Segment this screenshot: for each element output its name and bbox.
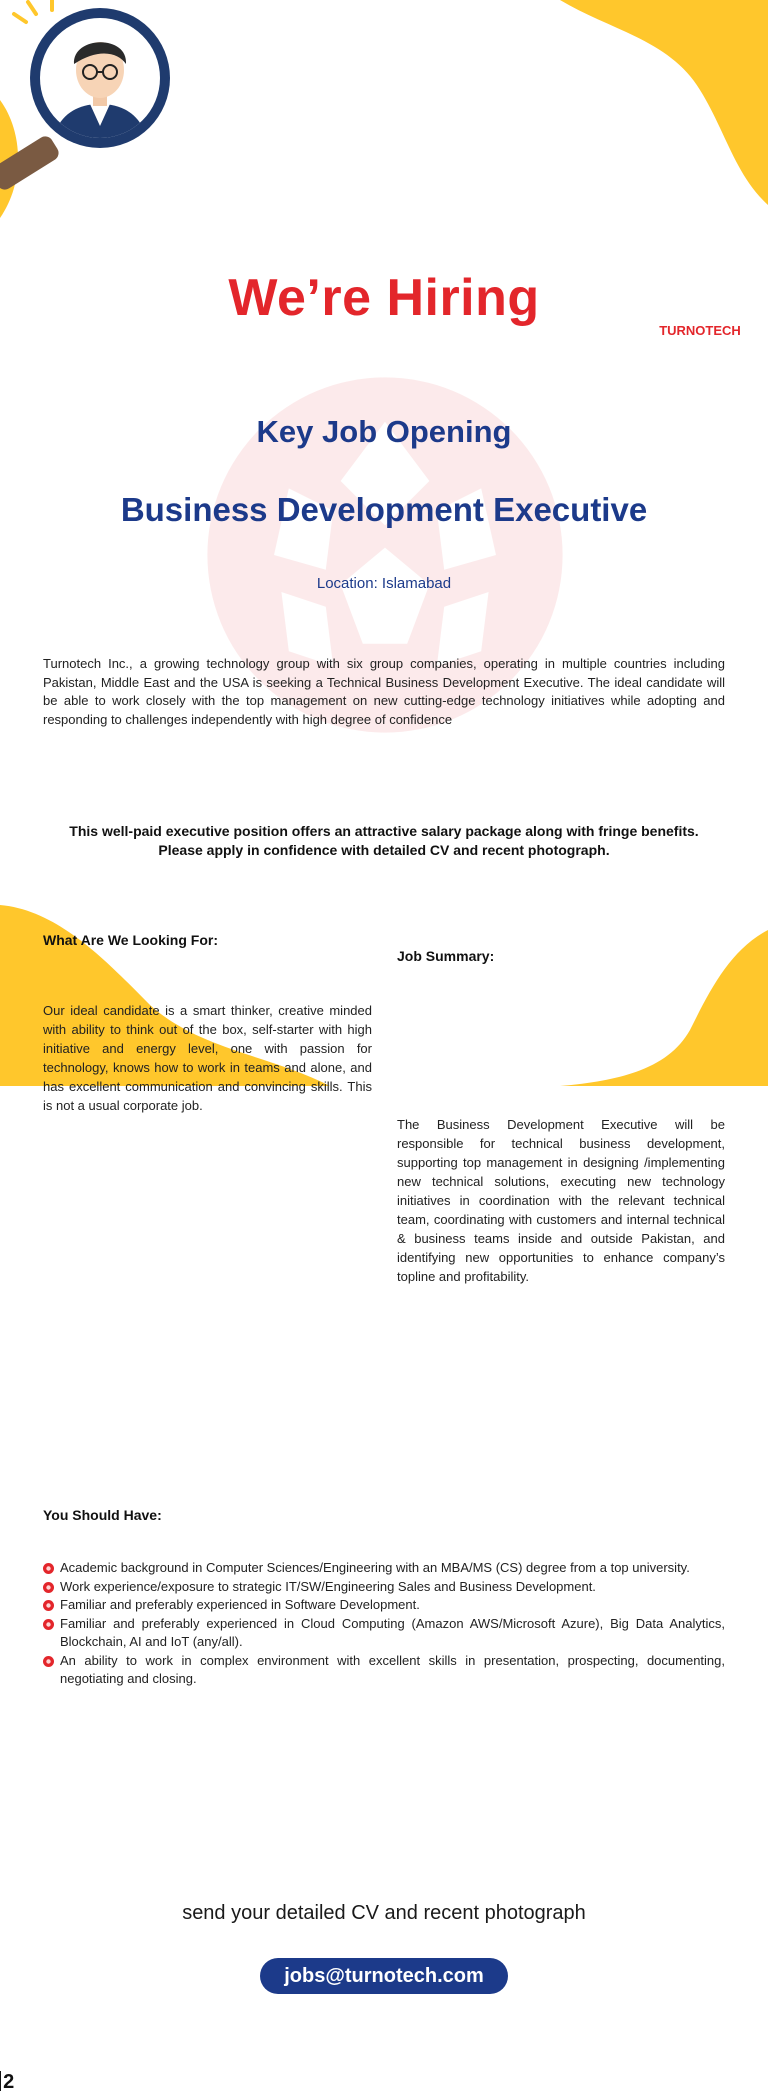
list-item bbox=[43, 1559, 725, 1578]
list-item bbox=[43, 1652, 725, 1689]
list-item bbox=[43, 1615, 725, 1652]
offer-line-1: This well-paid executive position offers an attractive salary package along with fringe benefits. bbox=[69, 823, 699, 839]
globe-bullet-icon bbox=[43, 1582, 54, 1593]
list-item bbox=[43, 1578, 725, 1597]
candidate-avatar-icon bbox=[0, 0, 200, 220]
page-total: 2 bbox=[3, 2070, 15, 2093]
offer-line-2: Please apply in confidence with detailed CV and recent photograph. bbox=[158, 841, 610, 858]
requirement-text: Familiar and preferably experienced in Software Development. bbox=[60, 1597, 420, 1612]
list-item bbox=[43, 1596, 725, 1615]
requirement-text: Familiar and preferably experienced in Cloud Computing (Amazon AWS/Microsoft Azure), Big Data Analytics, Blockchain, AI and IoT (any/all). bbox=[60, 1615, 725, 1649]
page-divider bbox=[0, 2071, 1, 2091]
globe-bullet-icon bbox=[43, 1619, 54, 1630]
requirement-text: Academic background in Computer Sciences/Engineering with an MBA/MS (CS) degree from a top university. bbox=[60, 1560, 690, 1575]
offer-statement bbox=[36, 822, 732, 859]
should-have-heading: You Should Have: bbox=[43, 1507, 162, 1523]
call-to-action: send your detailed CV and recent photograph bbox=[182, 1901, 586, 1924]
globe-bullet-icon bbox=[43, 1600, 54, 1611]
requirements-list bbox=[43, 1559, 725, 1689]
globe-bullet-icon bbox=[43, 1563, 54, 1574]
intro-paragraph: Turnotech Inc., a growing technology group with six group companies, operating in multiple countries including Pakistan, Middle East and the USA is seeking a Technical Business Development Executive. The ideal candidate will be able to work closely with the top management on new cutting-edge technology initiatives while adopting and responding to challenges independently with high degree of confidence bbox=[43, 656, 725, 727]
job-summary-heading: Job Summary: bbox=[397, 948, 495, 964]
looking-for-text: Our ideal candidate is a smart thinker, creative minded with ability to think out of the box, self-starter with high initiative and energy level, one with passion for technology, knows how to work in teams and alone, and has excellent communication and convincing skills. This is not a usual corporate job. bbox=[43, 1003, 372, 1113]
looking-for-heading: What Are We Looking For: bbox=[43, 932, 218, 948]
requirement-text: An ability to work in complex environment with excellent skills in presentation, prospecting, documenting, negotiating and closing. bbox=[60, 1652, 725, 1686]
requirement-text: Work experience/exposure to strategic IT/SW/Engineering Sales and Business Development. bbox=[60, 1578, 596, 1594]
globe-bullet-icon bbox=[43, 1656, 54, 1667]
logo-wordmark: TURNOTECH bbox=[659, 323, 741, 338]
location-label: Location: Islamabad bbox=[316, 575, 452, 592]
position-title: Business Development Executive bbox=[120, 491, 648, 528]
top-right-yellow-shape bbox=[520, 0, 768, 230]
email-button[interactable]: jobs@turnotech.com bbox=[260, 1958, 508, 1994]
page-number bbox=[0, 2071, 754, 2094]
key-job-subheadline: Key Job Opening bbox=[256, 414, 512, 449]
hiring-headline: We’re Hiring bbox=[228, 269, 540, 327]
job-summary-text: The Business Development Executive will be responsible for technical business development, supporting top management in designing /implementing new technical solutions, executing new technology initiatives in coordination with the relevant technical team, coordinating with customers and internal technical & business teams inside and outside Pakistan, and identifying new opportunities to enhance company’s topline and profitability. bbox=[397, 1117, 725, 1284]
